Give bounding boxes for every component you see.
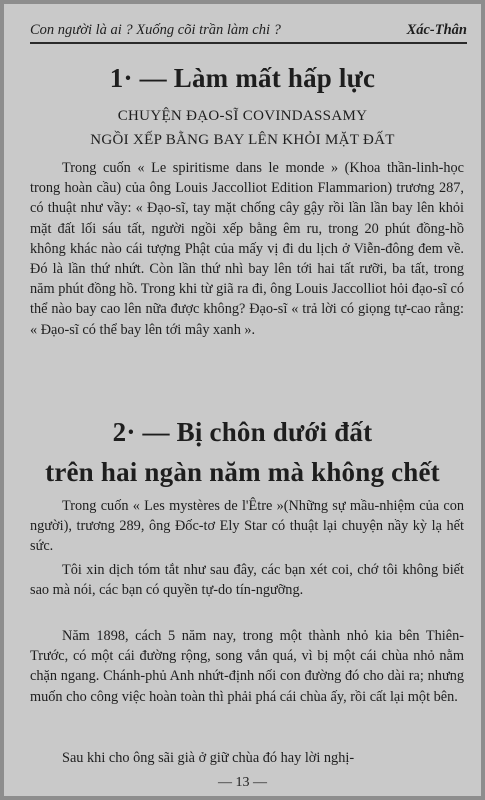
section-2-paragraph-1: Trong cuốn « Les mystères de l'Être »(Những sự mầu-nhiệm của con người), trương 289, ông Đốc-tơ Ely Star có thuật lại chuyện nầy kỳ lạ hết sức.: [30, 498, 464, 555]
section-1-heading: 1· — Làm mất hấp lực: [109, 63, 376, 93]
running-author: Xác-Thân: [406, 22, 467, 38]
book-page: [4, 4, 481, 796]
section-1-paragraph-1: Trong cuốn « Le spiritisme dans le monde » (Khoa thần-linh-học trong hoàn cầu) của ông Louis Jaccolliot Edition Flammarion) trương 287, có thuật như vầy: « Đạo-sĩ, tay mặt chống cây gậy rồi lần lần bay lên khỏi mặt đất lối sáu tất, người ngồi xếp bằng êm ru, trong 20 phút đồng-hồ không khác nào cái tượng Phật của mấy vị đi du lịch ở Viễn-đông đem về. Đó là lần thứ nhứt. Còn lần thứ nhì bay lên tới hai tất rưỡi, ba tất, trong năm phút đồng hồ. Trong khi từ giã ra đi, ông Louis Jaccolliot hỏi đạo-sĩ có thể nào bay cao lên nữa được không? Đạo-sĩ « trả lời có giọng tự-cao rằng: « Đạo-sĩ có thể bay lên tới mây xanh ».: [30, 160, 464, 338]
running-title: Con người là ai ? Xuống cõi trần làm chi ?: [30, 22, 281, 38]
section-2-heading-line-2: trên hai ngàn năm mà không chết: [45, 457, 440, 487]
section-2-paragraph-3: Năm 1898, cách 5 năm nay, trong một thành nhỏ kia bên Thiên-Trước, có một cái đường rộng, song vắn quá, vì bị một cái chùa nhỏ nằm chặn ngang. Chánh-phủ Anh nhứt-định nối con đường đó cho dài ra; nhưng muốn cho công việc hoàn toàn thì phải phá cái chùa ấy, rồi cất lại một bên.: [30, 628, 464, 705]
section-2-paragraph-2: Tôi xin dịch tóm tắt như sau đây, các bạn xét coi, chớ tôi không biết sao mà nói, các bạn có quyền tự-do tín-ngưỡng.: [30, 562, 464, 599]
section-1-subtitle-1: CHUYỆN ĐẠO-SĨ COVINDASSAMY: [117, 108, 368, 124]
page-number: — 13 —: [218, 775, 267, 790]
running-header: [30, 20, 467, 44]
section-2-heading-line-1: 2· — Bị chôn dưới đất: [112, 417, 373, 447]
section-1-subtitle-2: NGỒI XẾP BẰNG BAY LÊN KHỎI MẶT ĐẤT: [90, 132, 395, 148]
section-2-paragraph-4: Sau khi cho ông sãi già ở giữ chùa đó hay lời nghị-: [62, 750, 355, 766]
